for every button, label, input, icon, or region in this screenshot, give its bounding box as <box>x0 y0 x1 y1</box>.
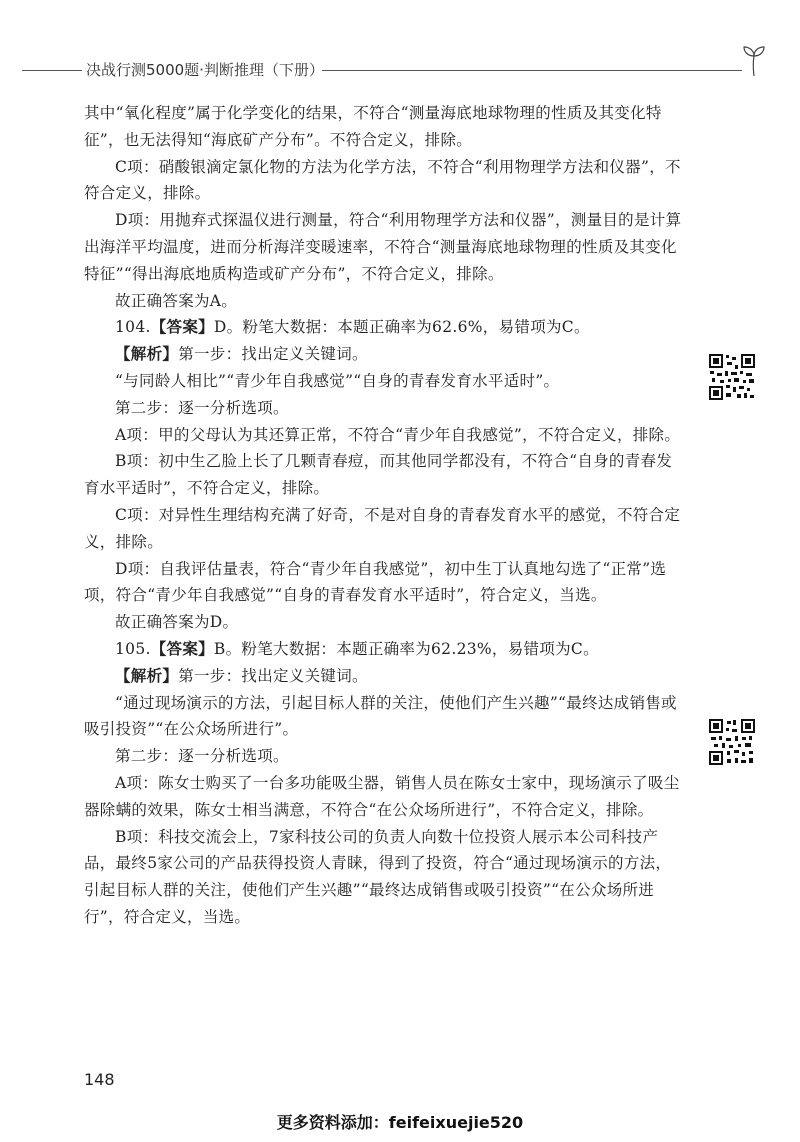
q104-line: B项：初中生乙脸上长了几颗青春痘，而其他同学都没有，不符合“自身的青春发育水平适时”，不符合定义，排除。 <box>84 452 673 498</box>
page-body <box>84 100 684 931</box>
q105-analysis-line <box>84 663 684 690</box>
q104-number: 104. <box>115 318 151 337</box>
q104-line: D项：自我评估量表，符合“青少年自我感觉”，初中生丁认真地勾选了“正常”选项，符合“青少年自我感觉”“自身的青春发育水平适时”，符合定义，当选。 <box>84 559 667 605</box>
q105-line: B项：科技交流会上，7家科技公司的负责人向数十位投资人展示本公司科技产品，最终5家公司的产品获得投资人青睐，得到了投资，符合“通过现场演示的方法，引起目标人群的关注，使他们产生兴趣”“最终达成销售或吸引投资”“在公众场所进行”，符合定义，当选。 <box>84 827 672 926</box>
q104-line: “与同龄人相比”“青少年自我感觉”“自身的青春发育水平适时”。 <box>115 371 560 390</box>
q104-answer-tag: 【答案】 <box>150 317 214 337</box>
running-header <box>0 58 800 82</box>
q104-line: C项：对异性生理结构充满了好奇，不是对自身的青春发育水平的感觉，不符合定义，排除。 <box>84 505 681 551</box>
q105-line: 第二步：逐一分析选项。 <box>115 747 289 766</box>
q105-analysis-tag: 【解析】 <box>115 665 179 685</box>
paragraph: D项：用抛弃式探温仪进行测量，符合“利用物理学方法和仪器”，测量目的是计算出海洋平均温度，进而分析海洋变暖速率，不符合“测量海底地球物理的性质及其变化特征”“得出海底地质构造或矿产分布”，不符合定义，排除。 <box>84 211 682 283</box>
footer-note: 更多资料添加：feifeixuejie520 <box>276 1113 524 1132</box>
q104-analysis-line <box>84 341 684 368</box>
q104-line: 第二步：逐一分析选项。 <box>115 398 289 417</box>
paragraph: 故正确答案为A。 <box>115 291 238 310</box>
header-rule-right <box>322 70 742 71</box>
q104-analysis-text: 第一步：找出定义关键词。 <box>178 345 368 364</box>
sprout-icon <box>740 42 768 78</box>
q105-number: 105. <box>115 639 151 658</box>
qr-code-icon[interactable] <box>708 718 756 766</box>
page-number: 148 <box>84 1070 115 1089</box>
q105-line: A项：陈女士购买了一台多功能吸尘器，销售人员在陈女士家中，现场演示了吸尘器除螨的效果，陈女士相当满意，不符合“在公众场所进行”，不符合定义，排除。 <box>84 773 680 819</box>
q105-answer-tag: 【答案】 <box>150 638 214 658</box>
q104-answer-line <box>84 314 684 341</box>
paragraph: 其中“氧化程度”属于化学变化的结果，不符合“测量海底地球物理的性质及其变化特征”，也无法得知“海底矿产分布”。不符合定义，排除。 <box>84 104 662 149</box>
q105-line: “通过现场演示的方法，引起目标人群的关注，使他们产生兴趣”“最终达成销售或吸引投资”“在公众场所进行”。 <box>84 693 677 739</box>
q105-answer-line <box>84 636 684 663</box>
q104-line: A项：甲的父母认为其还算正常，不符合“青少年自我感觉”，不符合定义，排除。 <box>115 425 681 444</box>
q104-analysis-tag: 【解析】 <box>115 344 179 364</box>
header-rule-left <box>22 70 82 71</box>
paragraph: C项：硝酸银滴定氯化物的方法为化学方法，不符合“利用物理学方法和仪器”，不符合定义，排除。 <box>84 157 681 203</box>
q104-answer-text: D。粉笔大数据：本题正确率为62.6%，易错项为C。 <box>213 318 590 337</box>
header-title: 决战行测5000题·判断推理（下册） <box>86 61 324 79</box>
q105-answer-text: B。粉笔大数据：本题正确率为62.23%，易错项为C。 <box>213 639 599 658</box>
qr-code-icon[interactable] <box>708 353 756 401</box>
q104-line: 故正确答案为D。 <box>115 613 239 632</box>
q105-analysis-text: 第一步：找出定义关键词。 <box>178 666 368 685</box>
